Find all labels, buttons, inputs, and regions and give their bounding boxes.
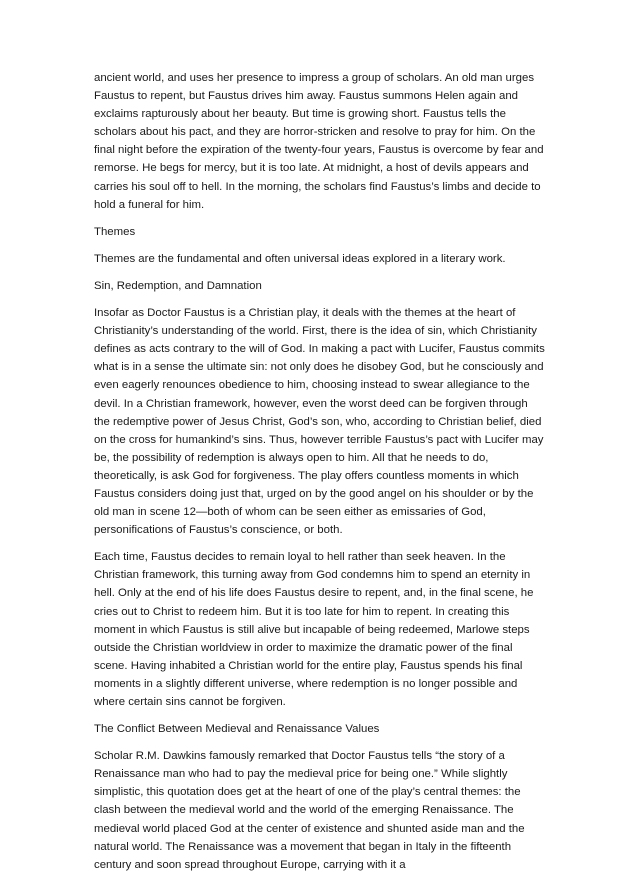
summary-paragraph: ancient world, and uses her presence to impress a group of scholars. An old man urges Faustus to repent, but Faustus drives him away. Faustus summons Helen again and exclaims rapturously about her beauty. But time is growing short. Faustus tells the scholars about his pact, and they are horror-stricken and resolve to pray for him. On the final night before the expiration of the twenty-four years, Faustus is overcome by fear and remorse. He begs for mercy, but it is too late. At midnight, a host of devils appears and carries his soul off to hell. In the morning, the scholars find Faustus’s limbs and decide to hold a funeral for him. — [94, 72, 544, 211]
subheading-sin-redemption-damnation: Sin, Redemption, and Damnation — [94, 279, 262, 292]
subheading-medieval-renaissance: The Conflict Between Medieval and Renaissance Values — [94, 723, 380, 736]
conflict-paragraph: Scholar R.M. Dawkins famously remarked that Doctor Faustus tells “the story of a Renaissance man who had to pay the medieval price for being one.” While slightly simplistic, this quotation does get at the heart of one of the play’s central themes: the clash between the medieval world and the world of the emerging Renaissance. The medieval world placed God at the center of existence and shunted aside man and the natural world. The Renaissance was a movement that began in Italy in the fifteenth century and soon spread throughout Europe, carrying with it a — [94, 750, 525, 871]
sin-paragraph-1: Insofar as Doctor Faustus is a Christian play, it deals with the themes at the heart of Christianity’s understanding of the world. First, there is the idea of sin, which Christianity defines as acts contrary to the will of God. In making a pact with Lucifer, Faustus commits what is in a sense the ultimate sin: not only does he disobey God, but he consciously and even eagerly renounces obedience to him, choosing instead to swear allegiance to the devil. In a Christian framework, however, even the worst deed can be forgiven through the redemptive power of Jesus Christ, God’s son, who, according to Christian belief, died on the cross for humankind’s sins. Thus, however terrible Faustus’s pact with Lucifer may be, the possibility of redemption is always open to him. All that he needs to do, theoretically, is ask God for forgiveness. The play offers countless moments in which Faustus considers doing just that, urged on by the good angel on his shoulder or by the old man in scene 12—both of whom can be seen either as emissaries of God, personifications of Faustus’s conscience, or both. — [94, 307, 545, 537]
themes-definition-paragraph: Themes are the fundamental and often universal ideas explored in a literary work. — [94, 252, 506, 265]
sin-paragraph-2: Each time, Faustus decides to remain loyal to hell rather than seek heaven. In the Christian framework, this turning away from God condemns him to spend an eternity in hell. Only at the end of his life does Faustus desire to repent, and, in the final scene, he cries out to Christ to redeem him. But it is too late for him to repent. In creating this moment in which Faustus is still alive but incapable of being redeemed, Marlowe steps outside the Christian worldview in order to maximize the dramatic power of the final scene. Having inhabited a Christian world for the entire play, Faustus spends his final moments in a slightly different universe, where redemption is no longer possible and where certain sins cannot be forgiven. — [94, 551, 534, 708]
section-heading-themes: Themes — [94, 225, 136, 238]
document-body — [94, 69, 546, 883]
